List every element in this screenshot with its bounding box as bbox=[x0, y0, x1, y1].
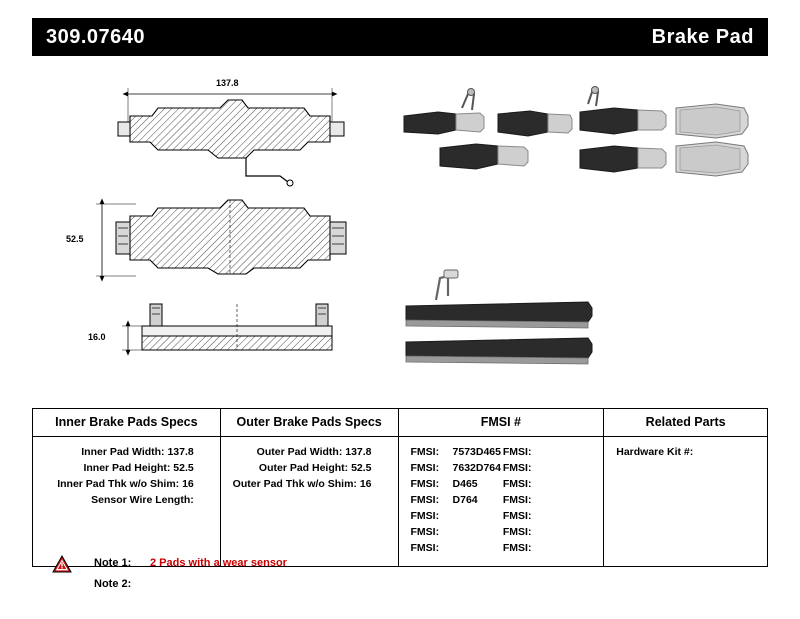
fmsi-label: FMSI: bbox=[502, 494, 532, 506]
technical-drawing-svg bbox=[32, 64, 768, 394]
note-1-text: 2 Pads with a wear sensor bbox=[150, 556, 287, 569]
fmsi-entry bbox=[411, 524, 503, 540]
note-1-row bbox=[52, 552, 552, 573]
dimension-width-label: 137.8 bbox=[216, 78, 239, 88]
fmsi-label: FMSI: bbox=[502, 446, 532, 458]
fmsi-value: D764 bbox=[452, 494, 478, 506]
spec-line: Inner Pad Width: 137.8 bbox=[81, 446, 194, 458]
fmsi-label: FMSI: bbox=[410, 478, 440, 490]
fmsi-entry bbox=[411, 476, 503, 492]
fmsi-label: FMSI: bbox=[410, 542, 440, 554]
fmsi-entry bbox=[411, 460, 503, 476]
fmsi-label: FMSI: bbox=[502, 510, 532, 522]
fmsi-entry bbox=[503, 492, 595, 508]
spec-line: Outer Pad Height: 52.5 bbox=[258, 462, 372, 474]
fmsi-entry bbox=[503, 444, 595, 460]
fmsi-entry bbox=[503, 508, 595, 524]
fmsi-label: FMSI: bbox=[410, 494, 440, 506]
dimension-height-label: 52.5 bbox=[66, 234, 84, 244]
spec-line: Outer Pad Width: 137.8 bbox=[256, 446, 372, 458]
fmsi-label: FMSI: bbox=[410, 510, 440, 522]
header-related-parts: Related Parts bbox=[645, 415, 726, 429]
notes-section bbox=[52, 552, 552, 594]
fmsi-value: D465 bbox=[452, 478, 478, 490]
part-number: 309.07640 bbox=[46, 25, 146, 48]
fmsi-entry bbox=[503, 524, 595, 540]
fmsi-label: FMSI: bbox=[502, 478, 532, 490]
outer-specs-cell bbox=[221, 437, 399, 566]
header-fmsi: FMSI # bbox=[399, 409, 605, 436]
header-bar bbox=[32, 18, 768, 56]
header-inner-specs: Inner Brake Pads Specs bbox=[33, 409, 221, 436]
warning-icon bbox=[52, 555, 72, 573]
spec-line: Outer Pad Thk w/o Shim: 16 bbox=[232, 478, 372, 490]
fmsi-cell bbox=[399, 437, 605, 566]
note-2-row bbox=[52, 573, 552, 594]
fmsi-entry bbox=[503, 476, 595, 492]
spec-line: Sensor Wire Length: bbox=[91, 494, 194, 506]
specs-table-header-row bbox=[33, 409, 767, 437]
fmsi-label: FMSI: bbox=[502, 526, 532, 538]
fmsi-label: FMSI: bbox=[502, 542, 532, 554]
header-outer-specs: Outer Brake Pads Specs bbox=[221, 409, 399, 436]
fmsi-label: FMSI: bbox=[410, 446, 440, 458]
spec-line: Inner Pad Height: 52.5 bbox=[83, 462, 194, 474]
fmsi-entry bbox=[411, 492, 503, 508]
spec-line: Inner Pad Thk w/o Shim: 16 bbox=[57, 478, 194, 490]
fmsi-label: FMSI: bbox=[502, 462, 532, 474]
technical-drawing-area bbox=[32, 64, 768, 394]
specs-table-body-row bbox=[33, 437, 767, 566]
fmsi-entry bbox=[411, 508, 503, 524]
note-1-label: Note 1: bbox=[94, 556, 132, 569]
fmsi-label: FMSI: bbox=[410, 526, 440, 538]
fmsi-value: 7573D465 bbox=[452, 446, 501, 458]
related-part-line: Hardware Kit #: bbox=[616, 446, 694, 458]
fmsi-value: 7632D764 bbox=[452, 462, 501, 474]
inner-specs-cell bbox=[33, 437, 221, 566]
product-type: Brake Pad bbox=[651, 25, 754, 48]
fmsi-entry bbox=[503, 460, 595, 476]
fmsi-column-right bbox=[503, 444, 595, 556]
dimension-thickness-label: 16.0 bbox=[88, 332, 106, 342]
fmsi-label: FMSI: bbox=[410, 462, 440, 474]
fmsi-column-left bbox=[411, 444, 503, 556]
fmsi-entry bbox=[411, 444, 503, 460]
note-2-label: Note 2: bbox=[94, 577, 132, 590]
specs-table bbox=[32, 408, 768, 567]
related-parts-cell bbox=[604, 437, 767, 566]
